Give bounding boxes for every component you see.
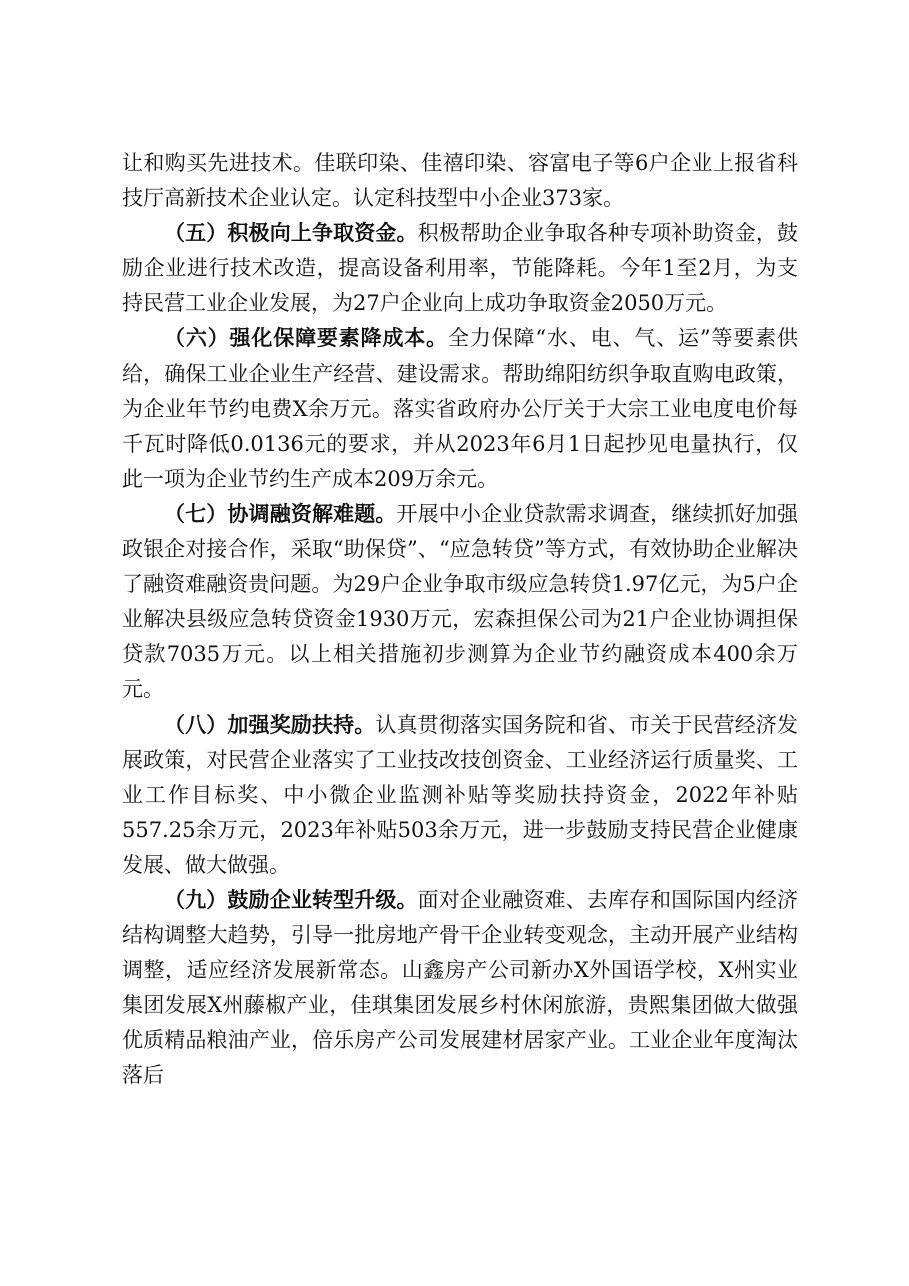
section-body-5: 积极帮助企业争取各种专项补助资金，鼓励企业进行技术改造，提高设备利用率，节能降耗。今年1至2月，为支持民营工业企业发展，为27户企业向上成功争取资金2050万元。 bbox=[122, 221, 798, 316]
document-body bbox=[122, 146, 798, 1094]
intro-text: 让和购买先进技术。佳联印染、佳禧印染、容富电子等6户企业上报省科技厅高新技术企业认定。认定科技型中小企业373家。 bbox=[122, 151, 798, 211]
section-heading-9: （九）鼓励企业转型升级。 bbox=[164, 887, 418, 912]
section-heading-5: （五）积极向上争取资金。 bbox=[164, 221, 418, 246]
intro-paragraph bbox=[122, 146, 798, 216]
section-paragraph-8 bbox=[122, 708, 798, 883]
section-heading-6: （六）强化保障要素降成本。 bbox=[164, 326, 448, 351]
section-heading-8: （八）加强奖励扶持。 bbox=[164, 712, 376, 737]
section-body-9: 面对企业融资难、去库存和国际国内经济结构调整大趋势，引导一批房地产骨干企业转变观念，主动开展产业结构调整，适应经济发展新常态。山鑫房产公司新办X外国语学校，X州实业集团发展X州藤椒产业，佳琪集团发展乡村休闲旅游，贵熙集团做大做强优质精品粮油产业，倍乐房产公司发展建材居家产业。工业企业年度淘汰落后 bbox=[122, 887, 798, 1088]
section-paragraph-5 bbox=[122, 216, 798, 321]
section-body-8: 认真贯彻落实国务院和省、市关于民营经济发展政策，对民营企业落实了工业技改技创资金、工业经济运行质量奖、工业工作目标奖、中小微企业监测补贴等奖励扶持资金，2022年补贴557.25余万元，2023年补贴503余万元，进一步鼓励支持民营企业健康发展、做大做强。 bbox=[122, 712, 799, 877]
section-paragraph-6 bbox=[122, 321, 798, 496]
section-body-6: 全力保障“水、电、气、运”等要素供给，确保工业企业生产经营、建设需求。帮助绵阳纺织争取直购电政策，为企业年节约电费X余万元。落实省政府办公厅关于大宗工业电度电价每千瓦时降低0.0136元的要求，并从2023年6月1日起抄见电量执行，仅此一项为企业节约生产成本209万余元。 bbox=[122, 326, 798, 491]
section-paragraph-7 bbox=[122, 497, 798, 708]
section-body-7: 开展中小企业贷款需求调查，继续抓好加强政银企对接合作，采取“助保贷”、“应急转贷”等方式，有效协助企业解决了融资难融资贵问题。为29户企业争取市级应急转贷1.97亿元，为5户企业解决县级应急转贷资金1930万元，宏森担保公司为21户企业协调担保贷款7035万元。以上相关措施初步测算为企业节约融资成本400余万元。 bbox=[122, 501, 799, 702]
section-heading-7: （七）协调融资解难题。 bbox=[164, 501, 397, 526]
section-paragraph-9 bbox=[122, 883, 798, 1094]
